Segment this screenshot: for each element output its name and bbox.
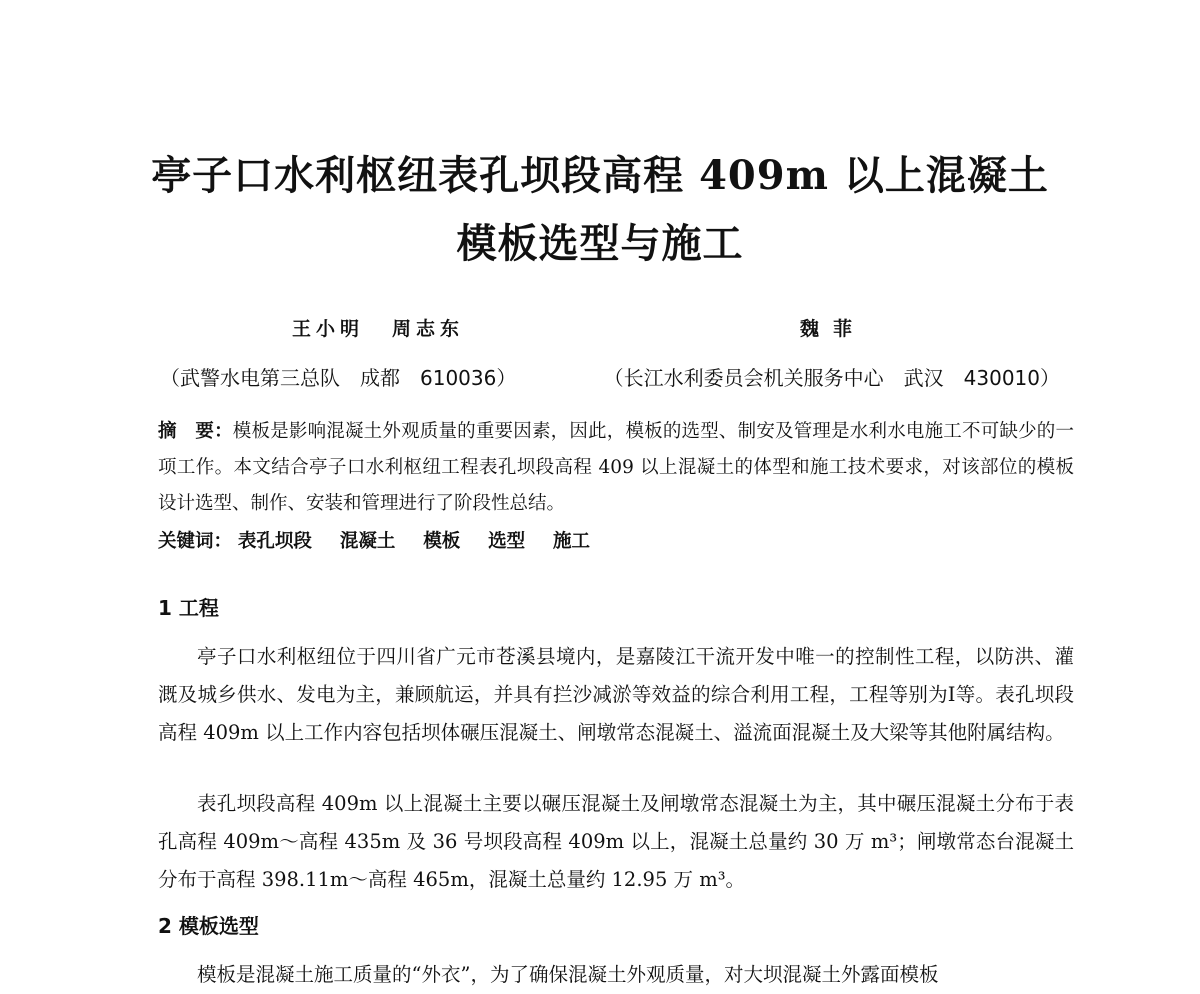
- keyword-item: 施工: [553, 531, 591, 552]
- author-wei-fei: 魏菲: [800, 318, 867, 340]
- keyword-item: 模板: [423, 531, 461, 552]
- author-zhou-zhidong: 周志东: [392, 318, 465, 340]
- section-1-heading: 1 工程: [158, 596, 219, 620]
- paper-title-line-2: 模板选型与施工: [456, 220, 744, 267]
- keyword-item: 混凝土: [339, 531, 396, 552]
- affiliations: [160, 364, 1060, 392]
- keywords: [158, 524, 1074, 560]
- abstract: [158, 414, 1074, 522]
- section-2-heading: 2 模板选型: [158, 914, 259, 938]
- section-2-paragraph-1: 模板是混凝土施工质量的“外衣”，为了确保混凝土外观质量，对大坝混凝土外露面模板: [197, 963, 939, 986]
- abstract-text: 模板是影响混凝土外观质量的重要因素，因此，模板的选型、制安及管理是水利水电施工不可缺少的一项工作。本文结合亭子口水利枢纽工程表孔坝段高程 409 以上混凝土的体型和施工技术要求，对该部位的模板设计选型、制作、安装和管理进行了阶段性总结。: [158, 421, 1074, 514]
- section-1-paragraph-2: 表孔坝段高程 409m 以上混凝土主要以碾压混凝土及闸墩常态混凝土为主，其中碾压混凝土分布于表孔高程 409m～高程 435m 及 36 号坝段高程 409m 以上，混凝土总量约 30 万 m³；闸墩常态台混凝土分布于高程 398.11m～高程 465m，混凝土总量约 12.95 万 m³。: [158, 792, 1074, 891]
- affiliation-right: （长江水利委员会机关服务中心 武汉 430010）: [603, 366, 1060, 390]
- section-1-paragraph-1: 亭子口水利枢纽位于四川省广元市苍溪县境内，是嘉陵江干流开发中唯一的控制性工程，以防洪、灌溉及城乡供水、发电为主，兼顾航运，并具有拦沙减淤等效益的综合利用工程，工程等别为Ⅰ等。表孔坝段高程 409m 以上工作内容包括坝体碾压混凝土、闸墩常态混凝土、溢流面混凝土及大梁等其他附属结构。: [158, 645, 1074, 744]
- affiliation-left: （武警水电第三总队 成都 610036）: [160, 366, 517, 390]
- keyword-item: 选型: [488, 531, 526, 552]
- keyword-item: 表孔坝段: [237, 531, 312, 552]
- author-wang-xiaoming: 王小明: [292, 318, 365, 340]
- abstract-label: 摘 要：: [158, 421, 233, 442]
- keywords-label: 关键词：: [158, 531, 233, 552]
- paper-title-line-1: 亭子口水利枢纽表孔坝段高程 409m 以上混凝土: [151, 152, 1049, 199]
